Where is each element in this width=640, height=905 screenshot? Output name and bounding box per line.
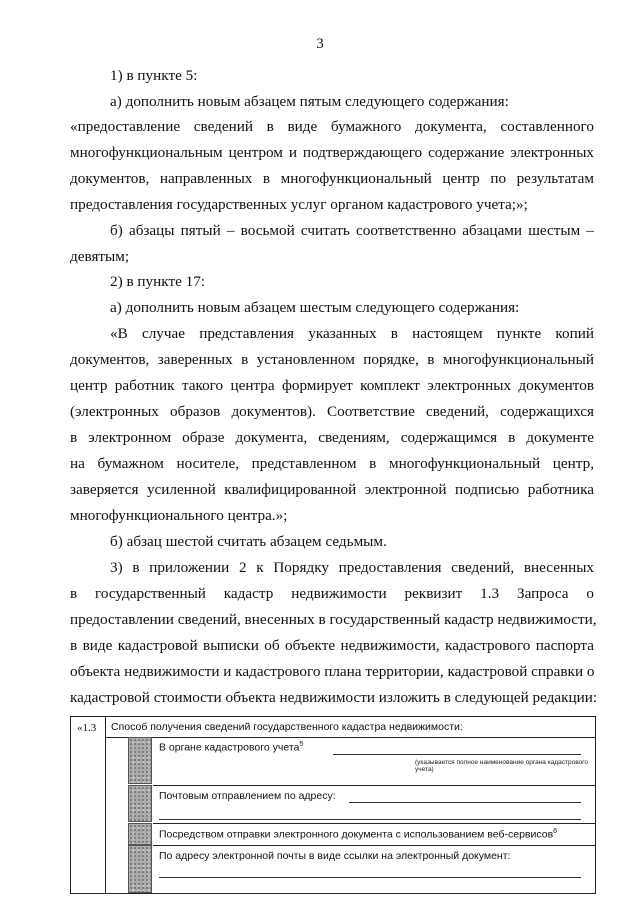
option-row-cadastral-office[interactable]	[153, 737, 595, 785]
fill-line[interactable]	[159, 877, 581, 878]
form-title: Способ получения сведений государственного кадастра недвижимости:	[111, 721, 463, 733]
field-hint: (указывается полное наименование органа кадастрового учета)	[415, 759, 589, 773]
quote-line: (электронных образов документов). Соответствие сведений, содержащихся	[70, 403, 594, 420]
paragraph-subitem-b: б) абзацы пятый – восьмой считать соответственно абзацами шестым –	[110, 222, 594, 239]
option-checkbox[interactable]	[128, 737, 152, 784]
paragraph-line: в виде кадастровой выписки об объекте недвижимости, кадастрового паспорта	[70, 637, 594, 654]
fill-line[interactable]	[349, 802, 581, 803]
form-title-cell	[105, 717, 595, 738]
paragraph-subitem-a: а) дополнить новым абзацем пятым следующего содержания:	[110, 93, 509, 110]
option-checkbox[interactable]	[128, 785, 152, 822]
paragraph-subitem-a: а) дополнить новым абзацем шестым следующего содержания:	[110, 299, 520, 316]
paragraph-line: девятым;	[70, 248, 130, 265]
option-row-web-services[interactable]	[153, 823, 595, 846]
quote-line: заверяется усиленной квалифицированной электронной подписью работника	[70, 481, 594, 498]
request-form-table	[70, 716, 596, 894]
paragraph-line: объекта недвижимости и кадастрового плана территории, кадастровой справки о	[70, 663, 595, 680]
page-number: 3	[316, 36, 324, 52]
paragraph-item-2: 2) в пункте 17:	[110, 273, 206, 290]
form-item-number-cell	[71, 717, 106, 893]
fill-line[interactable]	[333, 754, 581, 755]
paragraph-line: в государственный кадастр недвижимости реквизит 1.3 Запроса о	[70, 585, 594, 602]
paragraph-line: кадастровой стоимости объекта недвижимости изложить в следующей редакции:	[70, 689, 598, 706]
option-checkbox[interactable]	[128, 845, 152, 893]
quote-line: документов, заверенных в установленном порядке, в многофункциональный	[70, 351, 594, 368]
quote-line: в электронном образе документа, сведениям, содержащимся в документе	[70, 429, 594, 446]
option-label: По адресу электронной почты в виде ссылки на электронный документ:	[159, 850, 511, 862]
fill-line[interactable]	[159, 819, 581, 820]
option-label: Посредством отправки электронного документа с использованием веб-сервисов$^6$	[159, 828, 558, 841]
paragraph-item-1: 1) в пункте 5:	[110, 67, 198, 84]
option-label: Почтовым отправлением по адресу:	[159, 790, 336, 802]
paragraph-line: предоставлении сведений, внесенных в государственный кадастр недвижимости,	[70, 611, 597, 628]
quote-line: «В случае представления указанных в настоящем пункте копий	[110, 325, 594, 342]
quote-line: предоставления государственных услуг органом кадастрового учета;»;	[70, 196, 528, 213]
option-row-email[interactable]	[153, 845, 595, 894]
quote-line: многофункционального центра.»;	[70, 507, 288, 524]
quote-line: на бумажном носителе, представленном в многофункциональный центр,	[70, 455, 594, 472]
quote-line: центр работник такого центра формирует комплект электронных документов	[70, 377, 594, 394]
paragraph-item-3: 3) в приложении 2 к Порядку предоставления сведений, внесенных	[110, 559, 594, 576]
quote-line: «предоставление сведений в виде бумажного документа, составленного	[70, 118, 594, 135]
quote-line: документов, направленных в многофункциональный центр по результатам	[70, 170, 594, 187]
paragraph-subitem-b: б) абзац шестой считать абзацем седьмым.	[110, 533, 387, 550]
quote-line: многофункциональным центром и подтверждающего содержание электронных	[70, 144, 594, 161]
option-label: В органе кадастрового учета$^5$	[159, 741, 304, 754]
option-row-postal[interactable]	[153, 785, 595, 824]
option-checkbox[interactable]	[128, 823, 152, 845]
form-item-number: «1.3	[77, 722, 97, 734]
